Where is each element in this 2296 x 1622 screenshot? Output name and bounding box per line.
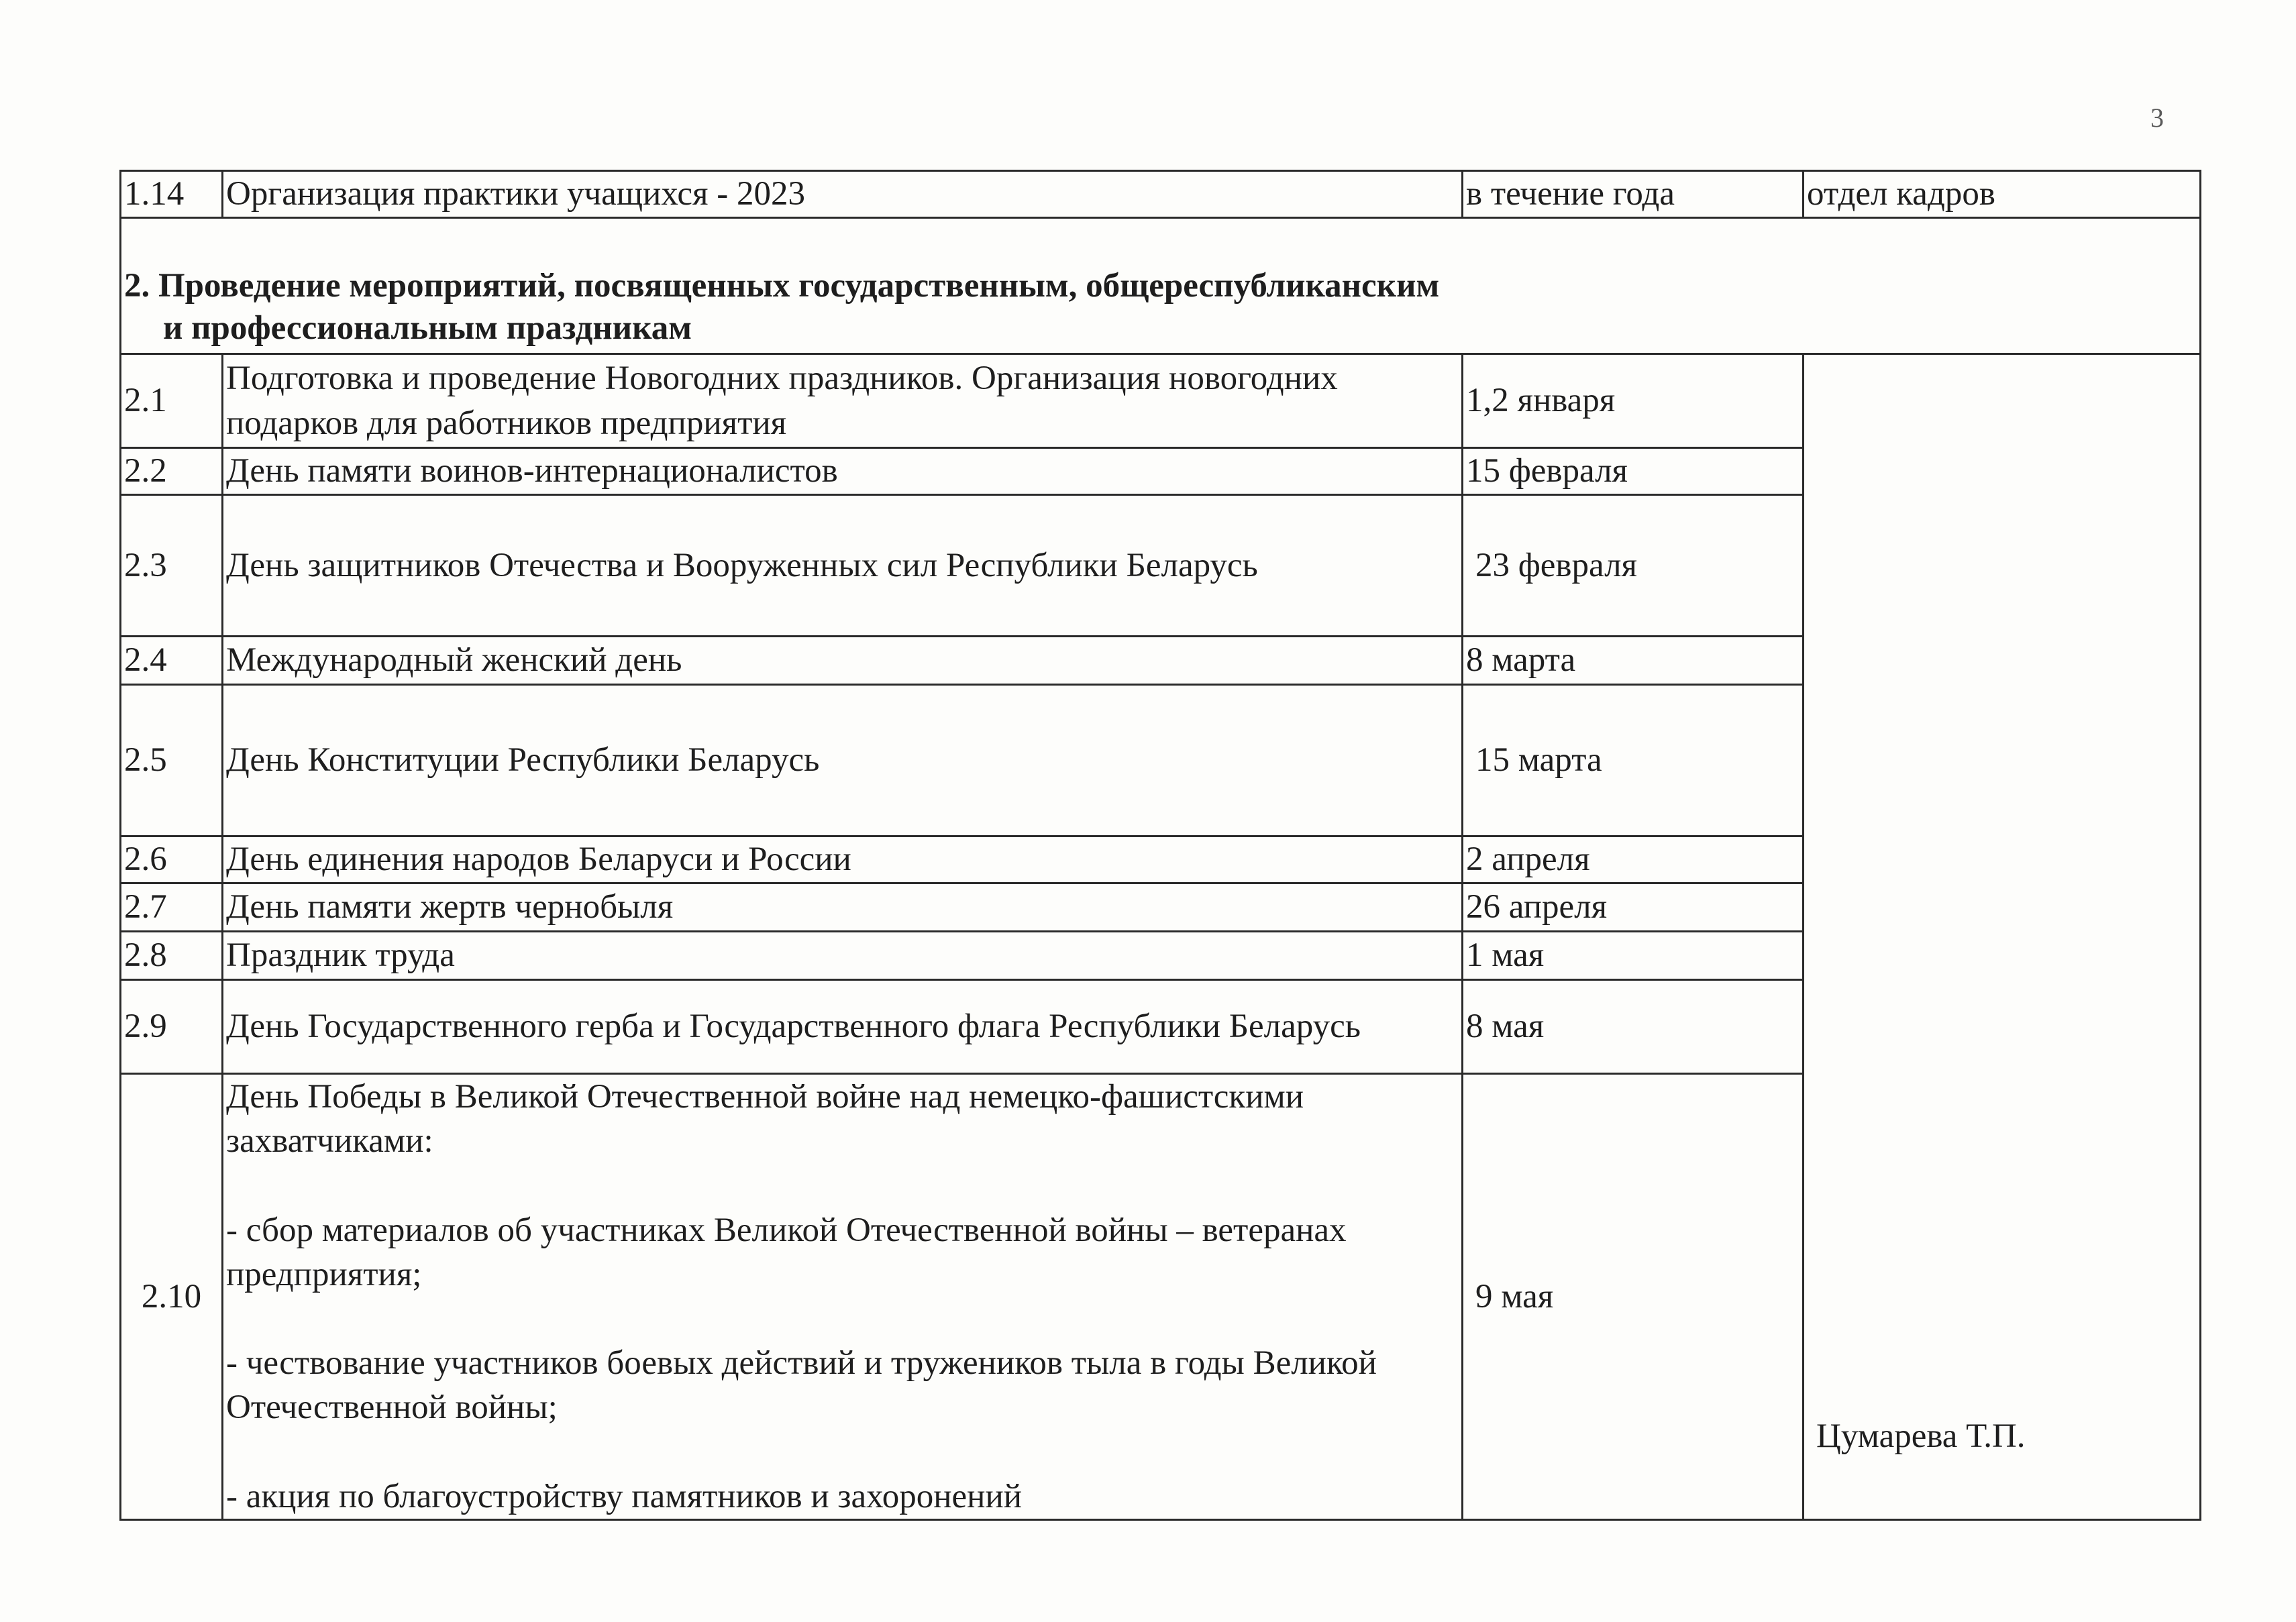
date-cell: 26 апреля <box>1463 883 1804 932</box>
row-number: 2.4 <box>121 637 223 685</box>
table-row <box>121 171 2201 218</box>
date-cell: 23 февраля <box>1463 495 1804 637</box>
event-cell: День Конституции Республики Беларусь <box>223 685 1463 836</box>
event-cell: День единения народов Беларуси и России <box>223 836 1463 883</box>
section-header-cell <box>121 218 2201 354</box>
date-cell: в течение года <box>1463 171 1804 218</box>
date-cell: 1,2 января <box>1463 354 1804 448</box>
row-number: 2.3 <box>121 495 223 637</box>
row-number: 2.7 <box>121 883 223 932</box>
event-intro: День Победы в Великой Отечественной войне над немецко-фашистскими захватчиками: <box>226 1078 1304 1160</box>
row-number: 1.14 <box>121 171 223 218</box>
event-item: - чествование участников боевых действий и тружеников тыла в годы Великой Отечественной войны; <box>226 1344 1377 1427</box>
date-cell: 1 мая <box>1463 932 1804 980</box>
event-item: - акция по благоустройству памятников и захоронений <box>226 1477 1023 1515</box>
row-number: 2.1 <box>121 354 223 448</box>
responsible-cell: отдел кадров <box>1804 171 2201 218</box>
event-item: - сбор материалов об участниках Великой Отечественной войны – ветеранах предприятия; <box>226 1211 1347 1293</box>
spacer <box>226 1164 1459 1208</box>
event-cell: День памяти воинов-интернационалистов <box>223 448 1463 495</box>
date-cell: 15 марта <box>1463 685 1804 836</box>
section-title <box>124 265 2197 351</box>
row-number: 2.9 <box>121 980 223 1074</box>
row-number: 2.5 <box>121 685 223 836</box>
page-number: 3 <box>2150 103 2164 133</box>
section-title-line2: и профессиональным праздникам <box>163 309 692 347</box>
event-cell: День памяти жертв чернобыля <box>223 883 1463 932</box>
section-title-line1: 2. Проведение мероприятий, посвященных государственным, общереспубликанским <box>124 266 1440 305</box>
row-number: 2.6 <box>121 836 223 883</box>
date-cell: 8 мая <box>1463 980 1804 1074</box>
event-cell <box>223 1074 1463 1520</box>
event-cell: Организация практики учащихся - 2023 <box>223 171 1463 218</box>
row-number: 2.10 <box>121 1074 223 1520</box>
table-row <box>121 354 2201 448</box>
event-cell: Подготовка и проведение Новогодних праздников. Организация новогодних подарков для работников предприятия <box>223 354 1463 448</box>
event-cell: День Государственного герба и Государственного флага Республики Беларусь <box>223 980 1463 1074</box>
row-number: 2.2 <box>121 448 223 495</box>
event-cell: Международный женский день <box>223 637 1463 685</box>
event-cell: День защитников Отечества и Вооруженных сил Республики Беларусь <box>223 495 1463 637</box>
event-cell: Праздник труда <box>223 932 1463 980</box>
date-cell: 15 февраля <box>1463 448 1804 495</box>
events-table <box>119 170 2201 1521</box>
responsible-cell: Цумарева Т.П. <box>1804 354 2201 1520</box>
section-header-row <box>121 218 2201 354</box>
date-cell: 8 марта <box>1463 637 1804 685</box>
row-number: 2.8 <box>121 932 223 980</box>
spacer <box>226 1297 1459 1341</box>
date-cell: 9 мая <box>1463 1074 1804 1520</box>
spacer <box>226 1430 1459 1474</box>
date-cell: 2 апреля <box>1463 836 1804 883</box>
